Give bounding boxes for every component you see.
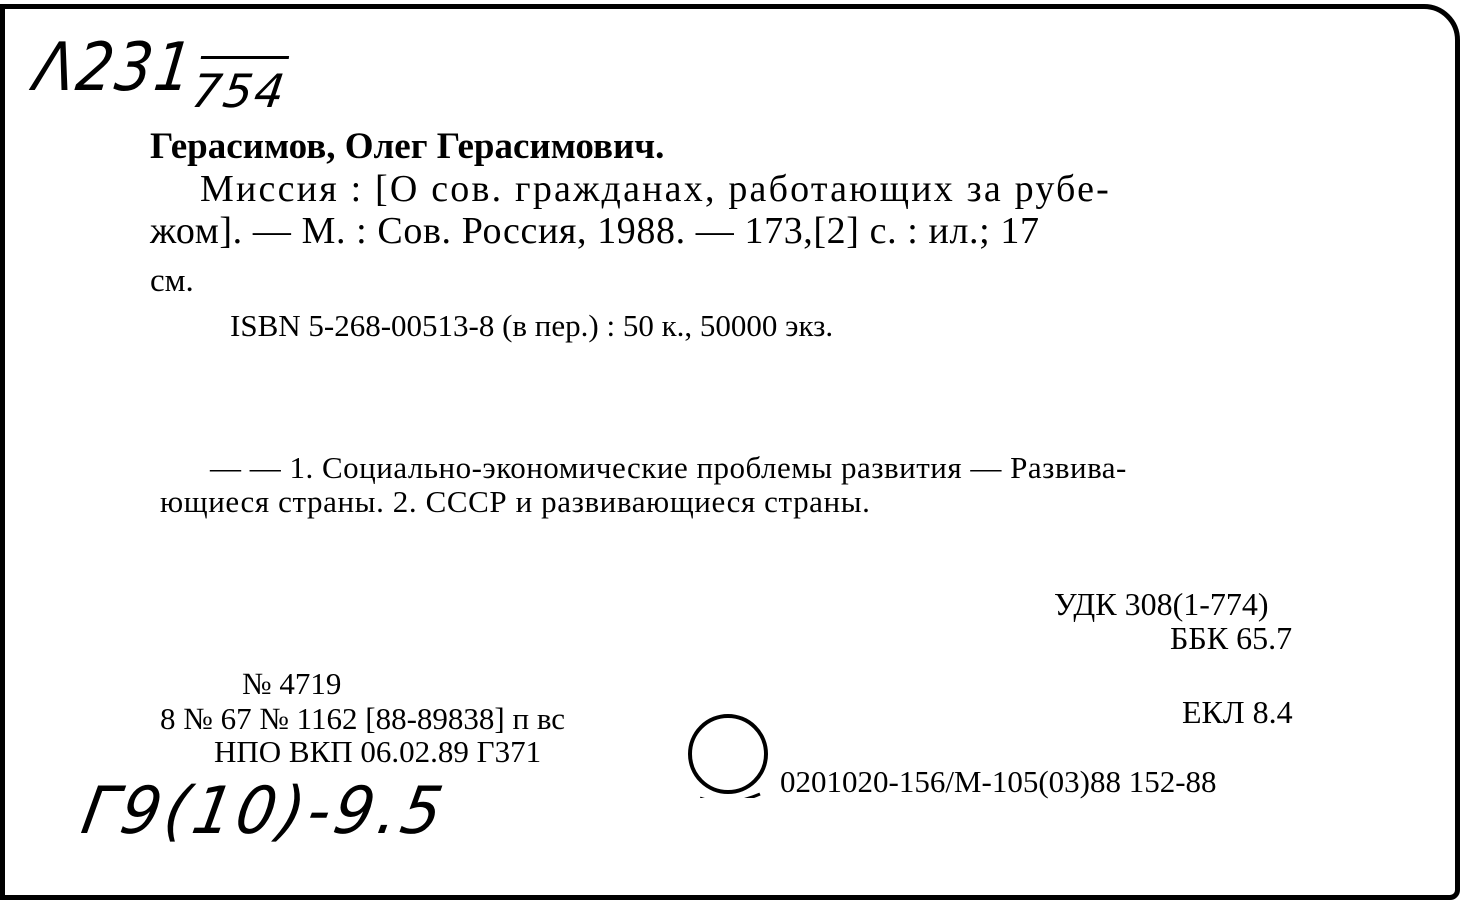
npo-line: НПО ВКП 06.02.89 Г371	[214, 734, 542, 769]
stamp-circle-icon	[686, 708, 776, 798]
ekl-code: ЕКЛ 8.4	[1182, 694, 1293, 730]
udk-code: УДК 308(1-774)	[1054, 586, 1269, 622]
handwritten-shelf-code: Λ231	[30, 28, 199, 107]
author-heading: Герасимов, Олег Герасимович.	[150, 126, 665, 167]
title-line-1: Миссия : [О сов. гражданах, работающих за рубе-	[200, 168, 1111, 210]
order-line: 8 № 67 № 1162 [88-89838] п вс	[160, 701, 566, 736]
isbn-line: ISBN 5-268-00513-8 (в пер.) : 50 к., 50000 экз.	[230, 308, 834, 343]
title-line-3: см.	[150, 263, 194, 299]
title-line-2: жом]. — М. : Сов. Россия, 1988. — 173,[2] с. : ил.; 17	[150, 210, 1040, 252]
handwritten-shelf-subcode: 754	[188, 64, 290, 118]
publisher-code-line: 0201020-156/М-105(03)88 152-88	[780, 764, 1217, 799]
handwritten-index-code: Γ9(10)-9.5	[76, 772, 453, 849]
subjects-line-1: — — 1. Социально-экономические проблемы развития — Развива-	[210, 450, 1127, 485]
subjects-line-2: ющиеся страны. 2. СССР и развивающиеся страны.	[160, 484, 871, 519]
bbk-code: ББК 65.7	[1170, 620, 1293, 656]
card-number: № 4719	[242, 666, 342, 701]
